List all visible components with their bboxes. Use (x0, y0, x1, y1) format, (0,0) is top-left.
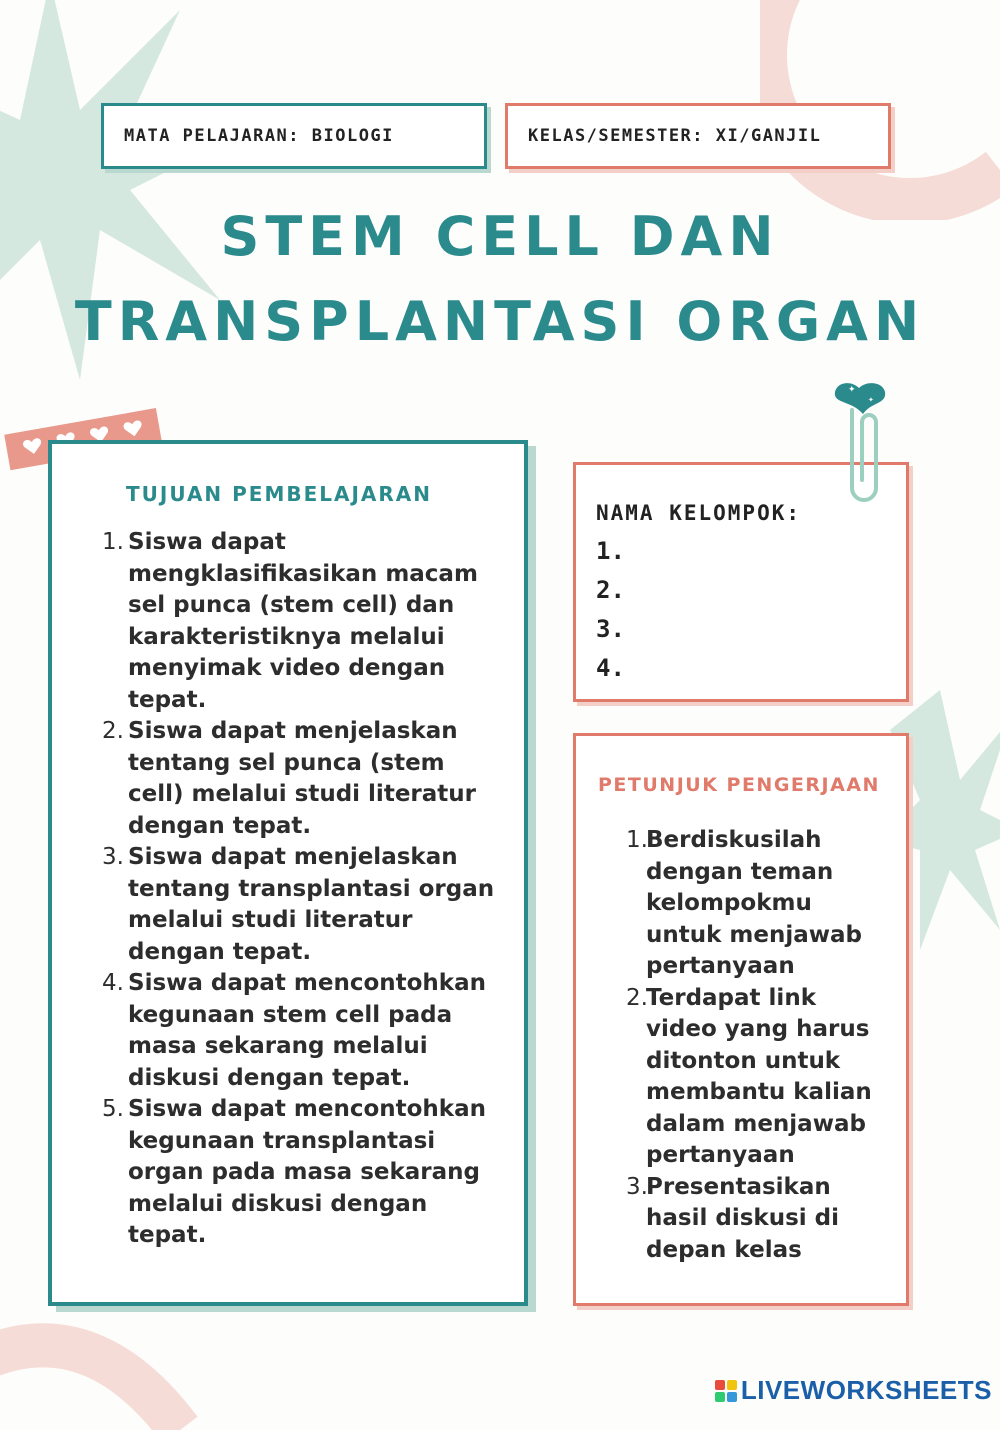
liveworksheets-logo[interactable] (715, 1375, 992, 1406)
svg-text:✦: ✦ (848, 385, 856, 395)
subject-box (101, 103, 487, 169)
item-text: Siswa dapat menjelaskan tentang sel punca (stem cell) melalui studi literatur dengan tepat. (128, 718, 476, 839)
item-text: Berdiskusilah dengan teman kelompokmu untuk menjawab pertanyaan (646, 827, 862, 979)
instructions-list (626, 825, 886, 1266)
learning-objectives-box (48, 440, 528, 1306)
group-member-row-2[interactable]: 2. (596, 576, 625, 604)
subject-label: MATA PELAJARAN: BIOLOGI (124, 126, 394, 146)
item-number: 5. (102, 1096, 124, 1122)
page-title-line2: TRANSPLANTASI ORGAN (74, 290, 926, 353)
instructions-box (573, 733, 909, 1306)
item-number: 4. (102, 970, 124, 996)
logo-icon (715, 1380, 737, 1402)
logo-text: LIVEWORKSHEETS (740, 1375, 992, 1405)
paperclip-heart-icon (830, 370, 900, 510)
page-title-line1: STEM CELL DAN (220, 205, 780, 268)
group-member-row-4[interactable]: 4. (596, 654, 625, 682)
list-item (102, 842, 497, 968)
item-number: 1. (626, 827, 648, 853)
item-number: 3. (102, 844, 124, 870)
list-item (626, 1172, 886, 1267)
list-item (626, 825, 886, 983)
class-semester-box (505, 103, 891, 169)
list-item (626, 983, 886, 1172)
item-text: Siswa dapat mencontohkan kegunaan stem cell pada masa sekarang melalui diskusi dengan tepat. (128, 970, 486, 1091)
objectives-list (102, 527, 497, 1252)
instructions-heading: PETUNJUK PENGERJAAN (598, 774, 880, 796)
item-number: 1. (102, 529, 124, 555)
group-heading: NAMA KELOMPOK: (596, 501, 802, 525)
group-member-row-1[interactable]: 1. (596, 537, 625, 565)
objectives-heading: TUJUAN PEMBELAJARAN (126, 482, 433, 506)
item-text: Presentasikan hasil diskusi di depan kelas (646, 1173, 839, 1263)
item-number: 2. (626, 984, 648, 1011)
list-item (102, 968, 497, 1094)
group-member-row-3[interactable]: 3. (596, 615, 625, 643)
list-item (102, 716, 497, 842)
item-number: 3. (626, 1173, 648, 1200)
item-text: Siswa dapat mengklasifikasikan macam sel punca (stem cell) dan karakteristiknya melalui menyimak video dengan tepat. (128, 529, 478, 713)
class-semester-label: KELAS/SEMESTER: XI/GANJIL (528, 126, 822, 146)
list-item (102, 527, 497, 716)
item-number: 2. (102, 718, 124, 744)
svg-text:✦: ✦ (868, 396, 874, 404)
item-text: Siswa dapat menjelaskan tentang transplantasi organ melalui studi literatur dengan tepat. (128, 844, 495, 965)
item-text: Terdapat link video yang harus ditonton untuk membantu kalian dalam menjawab pertanyaan (646, 984, 872, 1168)
item-text: Siswa dapat mencontohkan kegunaan transplantasi organ pada masa sekarang melalui diskusi dengan tepat. (128, 1096, 486, 1248)
list-item (102, 1094, 497, 1252)
